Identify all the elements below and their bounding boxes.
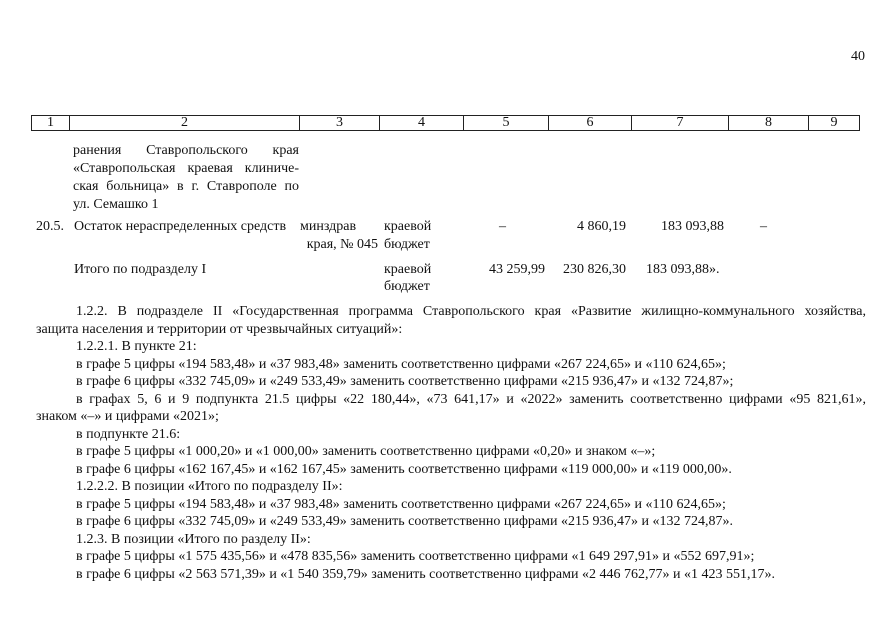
total-row-source-line1: краевой — [384, 262, 432, 277]
header-col-8: 8 — [729, 116, 809, 130]
header-col-6: 6 — [549, 116, 632, 130]
paragraph-line: в графе 5 цифры «194 583,48» и «37 983,48» заменить соответственно цифрами «267 224,65» и «110 624,65»; — [76, 496, 726, 512]
paragraph-line: в графе 5 цифры «1 000,20» и «1 000,00» заменить соответственно цифрами «0,20» и знаком «–»; — [76, 444, 656, 459]
header-col-1: 1 — [32, 116, 70, 130]
row-20-5-name: Остаток нераспределенных средств — [74, 219, 287, 234]
header-col-5: 5 — [464, 116, 549, 130]
continuation-cell — [73, 142, 299, 214]
paragraph-line: в графе 6 цифры «332 745,09» и «249 533,49» заменить соответственно цифрами «215 936,47» и «132 724,87»; — [76, 374, 734, 389]
paragraph-line: в графе 5 цифры «1 575 435,56» и «478 835,56» заменить соответственно цифрами «1 649 297,91» и «552 697,91»; — [76, 549, 755, 564]
row-20-5-col8: – — [760, 219, 767, 234]
continuation-line: «Ставропольская краевая клиниче- — [73, 161, 299, 176]
row-20-5-number: 20.5. — [36, 219, 64, 234]
header-col-2: 2 — [70, 116, 300, 130]
total-row-source-line2: бюджет — [384, 279, 430, 294]
row-20-5-executor-line2: края, № 045 — [306, 237, 378, 252]
total-row-name: Итого по подразделу I — [74, 262, 207, 277]
row-20-5-source-line1: краевой — [384, 219, 432, 234]
paragraph-line: в графе 6 цифры «332 745,09» и «249 533,49» заменить соответственно цифрами «215 936,47» и «132 724,87». — [76, 514, 733, 529]
row-20-5-source-line2: бюджет — [384, 237, 430, 252]
paragraph-line: защита населения и территории от чрезвычайных ситуаций»: — [36, 321, 403, 337]
header-col-7: 7 — [632, 116, 729, 130]
total-row-col6: 230 826,30 — [563, 262, 626, 277]
paragraph-line: 1.2.2.1. В пункте 21: — [76, 339, 197, 354]
paragraph-line: в графе 6 цифры «162 167,45» и «162 167,45» заменить соответственно цифрами «119 000,00» и «119 000,00». — [76, 461, 732, 477]
continuation-line: ул. Семашко 1 — [73, 197, 159, 212]
page-number: 40 — [851, 49, 865, 64]
paragraph-line: 1.2.3. В позиции «Итого по разделу II»: — [76, 531, 311, 547]
row-20-5-col7: 183 093,88 — [661, 219, 724, 234]
paragraph-line: в графе 6 цифры «2 563 571,39» и «1 540 359,79» заменить соответственно цифрами «2 446 762,77» и «1 423 551,17». — [76, 566, 775, 582]
paragraph-line: в графах 5, 6 и 9 подпункта 21.5 цифры «22 180,44», «73 641,17» и «2022» заменить соответственно цифрами «95 821,61», — [76, 391, 866, 407]
paragraph-line: в подпункте 21.6: — [76, 426, 181, 442]
continuation-line: ранения Ставропольского края — [73, 143, 299, 158]
paragraph-line: в графе 5 цифры «194 583,48» и «37 983,48» заменить соответственно цифрами «267 224,65» и «110 624,65»; — [76, 356, 726, 372]
paragraph-line: 1.2.2. В подразделе II «Государственная программа Ставропольского края «Развитие жилищно-коммунального хозяйства, — [76, 304, 866, 319]
header-col-9: 9 — [830, 115, 838, 130]
header-col-4: 4 — [380, 116, 464, 130]
total-row-col7: 183 093,88». — [646, 262, 720, 277]
total-row-col5: 43 259,99 — [489, 262, 545, 277]
header-col-3: 3 — [300, 116, 380, 130]
row-20-5-col5: – — [499, 219, 506, 234]
paragraph-line: знаком «–» и цифрами «2021»; — [36, 409, 219, 424]
paragraph-line: 1.2.2.2. В позиции «Итого по подразделу II»: — [76, 479, 343, 494]
continuation-line: ская больница» в г. Ставрополе по — [73, 179, 299, 194]
row-20-5-executor-line1: минздрав — [300, 219, 357, 234]
table-header-row — [31, 115, 860, 131]
body-text — [36, 303, 866, 583]
row-20-5-col6: 4 860,19 — [577, 219, 626, 234]
